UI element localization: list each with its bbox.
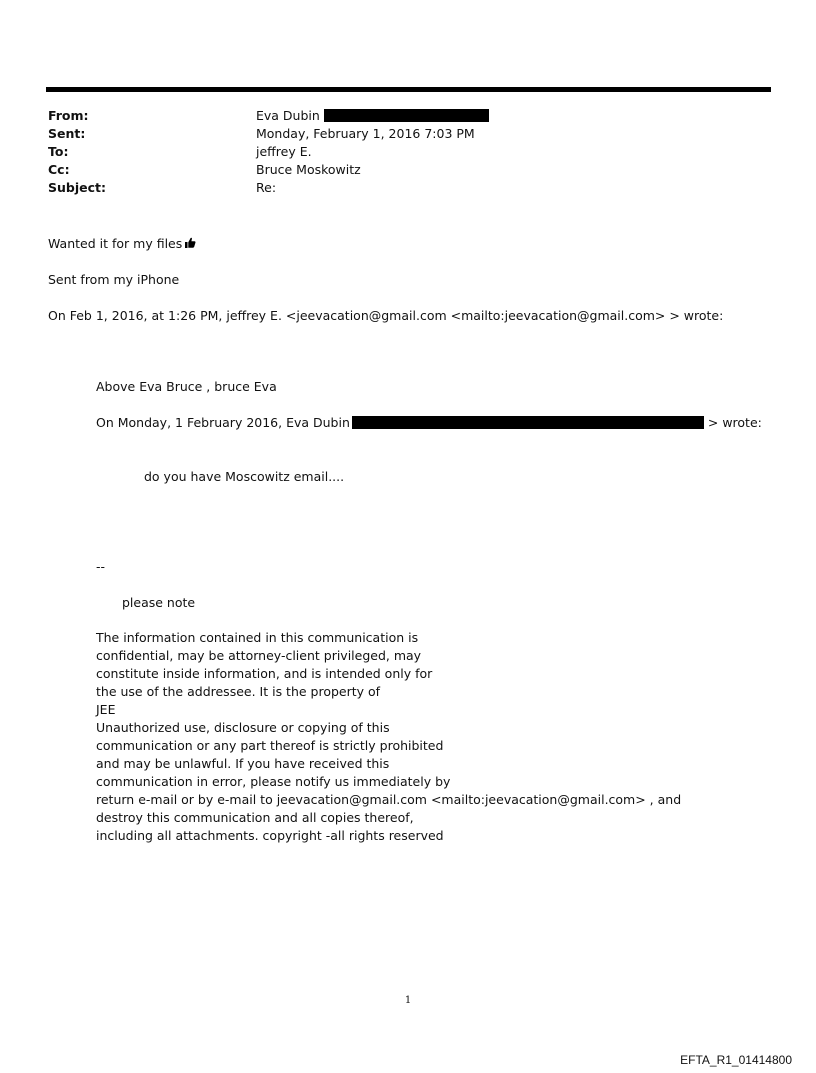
redaction-box xyxy=(324,109,489,122)
inner-quote-wrote: > wrote: xyxy=(707,415,762,430)
inner-quote-header-text: On Monday, 1 February 2016, Eva Dubin xyxy=(96,415,350,430)
body-line xyxy=(48,235,196,253)
subject-label: Subject: xyxy=(48,180,106,195)
thumbs-up-icon xyxy=(184,235,196,253)
from-name: Eva Dubin xyxy=(256,108,320,123)
inner-quote-header xyxy=(96,414,762,432)
page-number: 1 xyxy=(404,995,412,1006)
cc-label: Cc: xyxy=(48,162,70,177)
to-label: To: xyxy=(48,144,69,159)
cc-value: Bruce Moskowitz xyxy=(256,162,361,177)
disclaimer-line: communication in error, please notify us immediately by xyxy=(96,774,451,789)
reply-line: Above Eva Bruce , bruce Eva xyxy=(96,379,277,394)
disclaimer-line: including all attachments. copyright -all rights reserved xyxy=(96,828,444,843)
sent-value: Monday, February 1, 2016 7:03 PM xyxy=(256,126,475,141)
from-value xyxy=(256,107,489,125)
disclaimer-line: the use of the addressee. It is the property of xyxy=(96,684,381,699)
document-id: EFTA_R1_01414800 xyxy=(680,1053,792,1067)
original-message-line: do you have Moscowitz email.... xyxy=(144,469,345,484)
sent-label: Sent: xyxy=(48,126,86,141)
disclaimer-line: and may be unlawful. If you have received this xyxy=(96,756,390,771)
body-line-text: Wanted it for my files xyxy=(48,236,183,251)
disclaimer-line: destroy this communication and all copies thereof, xyxy=(96,810,414,825)
disclaimer-line: JEE xyxy=(96,702,116,717)
disclaimer-line: The information contained in this communication is xyxy=(96,630,419,645)
please-note-line: please note xyxy=(122,595,196,610)
from-label: From: xyxy=(48,108,89,123)
redaction-box xyxy=(352,416,704,429)
subject-value: Re: xyxy=(256,180,277,195)
disclaimer-line: return e-mail or by e-mail to jeevacation@gmail.com <mailto:jeevacation@gmail.com> , and xyxy=(96,792,682,807)
disclaimer-line: communication or any part thereof is strictly prohibited xyxy=(96,738,444,753)
header-rule xyxy=(46,87,771,92)
quote-header-line: On Feb 1, 2016, at 1:26 PM, jeffrey E. <jeevacation@gmail.com <mailto:jeevacation@gmail.com> > wrote: xyxy=(48,308,724,323)
sent-from-line: Sent from my iPhone xyxy=(48,272,180,287)
disclaimer-line: Unauthorized use, disclosure or copying of this xyxy=(96,720,390,735)
disclaimer-line: confidential, may be attorney-client privileged, may xyxy=(96,648,422,663)
disclaimer-line: constitute inside information, and is intended only for xyxy=(96,666,433,681)
to-value: jeffrey E. xyxy=(256,144,312,159)
signature-dash: -- xyxy=(96,559,106,574)
